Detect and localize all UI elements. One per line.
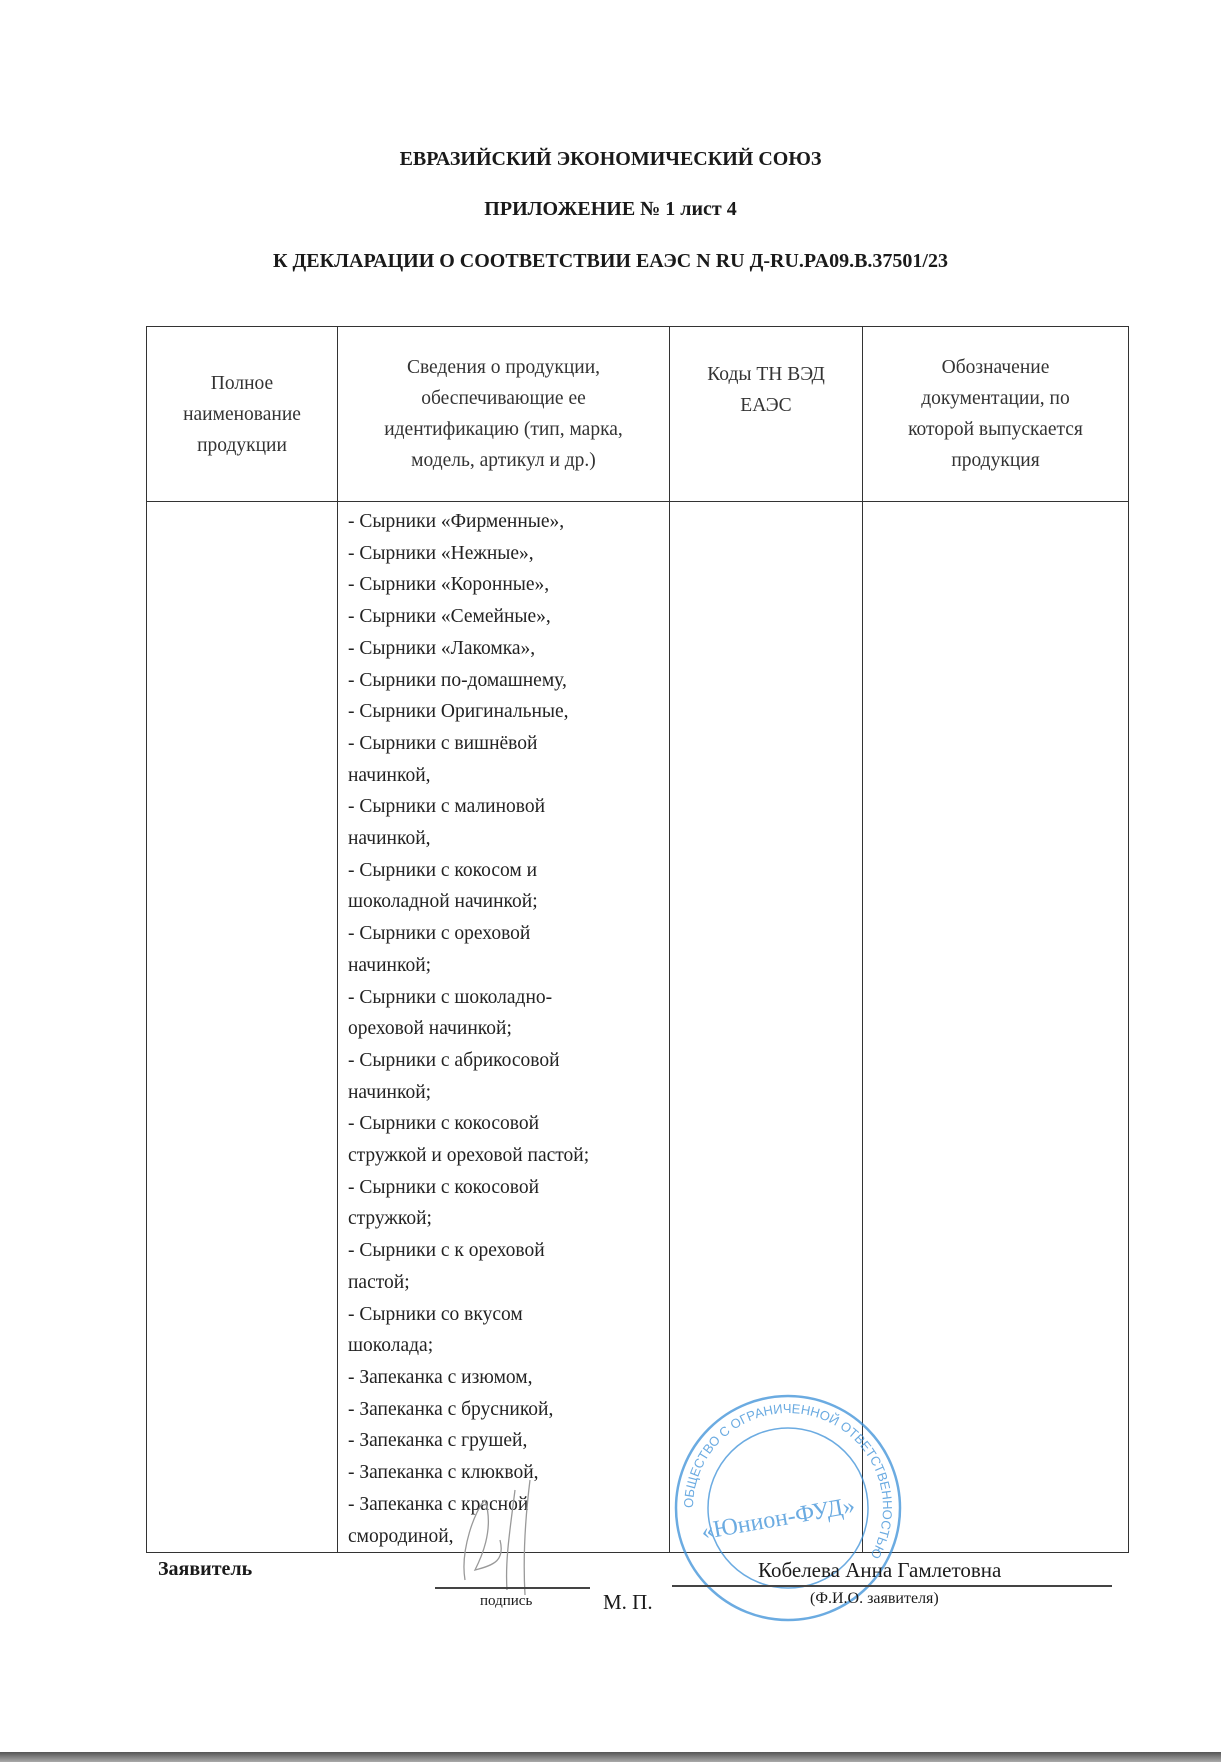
col-header-info — [338, 327, 670, 502]
product-line: - Запеканка с брусникой, — [348, 1398, 554, 1420]
union-title: ЕВРАЗИЙСКИЙ ЭКОНОМИЧЕСКИЙ СОЮЗ — [399, 148, 822, 170]
signature-line — [435, 1587, 590, 1589]
table-header-row — [147, 327, 1129, 502]
product-line: - Сырники с вишнёвой — [348, 732, 538, 754]
product-line: - Сырники с кокосовой — [348, 1176, 540, 1198]
header-line: модель, артикул и др.) — [411, 450, 596, 471]
product-line: начинкой; — [348, 1081, 432, 1103]
product-line: - Запеканка с грушей, — [348, 1430, 528, 1452]
product-line: стружкой и ореховой пастой; — [348, 1145, 590, 1167]
product-line: начинкой; — [348, 954, 432, 976]
col-header-docs — [863, 327, 1129, 502]
product-line: - Сырники Оригинальные, — [348, 701, 569, 723]
product-line: - Сырники «Нежные», — [348, 542, 534, 564]
product-line: - Сырники с шоколадно- — [348, 986, 553, 1008]
product-line: - Сырники с малиновой — [348, 796, 546, 818]
signature-scribble — [445, 1470, 585, 1600]
products-table — [146, 326, 1129, 1553]
product-line: - Сырники «Лакомка», — [348, 637, 536, 659]
product-line: стружкой; — [348, 1208, 432, 1230]
product-line: - Сырники «Семейные», — [348, 606, 551, 628]
header-line: Обозначение — [941, 357, 1050, 378]
product-line: - Сырники с кокосом и — [348, 859, 538, 881]
col-header-codes — [670, 327, 863, 502]
product-line: - Сырники с к ореховой — [348, 1240, 545, 1262]
product-line: - Сырники «Коронные», — [348, 574, 550, 596]
product-line: - Сырники со вкусом — [348, 1303, 523, 1325]
header-line: наименование — [183, 403, 301, 425]
appendix-title: ПРИЛОЖЕНИЕ № 1 лист 4 — [484, 198, 737, 220]
cell-name — [147, 502, 338, 1553]
signature-caption: подпись — [480, 1593, 533, 1609]
product-line: - Сырники с ореховой — [348, 923, 531, 945]
applicant-name: Кобелева Анна Гамлетовна — [758, 1558, 1002, 1582]
name-caption: (Ф.И.О. заявителя) — [810, 1590, 939, 1607]
stamp-center-text: «Юнион-ФУД» — [699, 1492, 857, 1546]
header-line: Сведения о продукции, — [406, 357, 601, 378]
seal-label: М. П. — [603, 1590, 653, 1614]
header-line: Коды ТН ВЭД — [707, 364, 825, 385]
header-line: обеспечивающие ее — [421, 388, 586, 409]
header-line: которой выпускается — [908, 419, 1083, 440]
cell-info — [338, 502, 670, 1553]
product-line: - Запеканка с изюмом, — [348, 1366, 533, 1388]
product-line: смородиной, — [348, 1525, 454, 1547]
product-line: - Сырники «Фирменные», — [348, 511, 565, 532]
header-line: Полное — [210, 372, 274, 394]
col-header-name — [147, 327, 338, 502]
table-row — [147, 502, 1129, 1553]
declaration-title: К ДЕКЛАРАЦИИ О СООТВЕТСТВИИ ЕАЭС N RU Д-RU.PA09.B.37501/23 — [273, 250, 948, 272]
product-line: шоколада; — [348, 1335, 434, 1357]
product-line: - Сырники с кокосовой — [348, 1113, 540, 1135]
header-line: ЕАЭС — [740, 395, 792, 416]
header-line: идентификацию (тип, марка, — [384, 419, 623, 440]
product-list — [338, 502, 669, 1552]
product-line: начинкой, — [348, 764, 431, 786]
product-line: начинкой, — [348, 828, 431, 850]
applicant-label: Заявитель — [158, 1558, 253, 1580]
header-line: продукция — [951, 450, 1040, 471]
name-line — [672, 1585, 1112, 1587]
header-line: продукции — [197, 434, 287, 456]
product-line: ореховой начинкой; — [348, 1018, 512, 1040]
product-line: - Запеканка с красной — [348, 1493, 529, 1515]
product-line: - Сырники по-домашнему, — [348, 669, 567, 691]
stamp-ring-text: ОБЩЕСТВО С ОГРАНИЧЕННОЙ ОТВЕТСТВЕННОСТЬЮ — [680, 1400, 896, 1562]
product-line: - Сырники с абрикосовой — [348, 1049, 560, 1071]
product-line: шоколадной начинкой; — [348, 891, 538, 913]
product-line: - Запеканка с клюквой, — [348, 1462, 539, 1484]
scan-edge — [0, 1752, 1221, 1762]
product-line: пастой; — [348, 1271, 410, 1293]
header-line: документации, по — [921, 388, 1070, 409]
